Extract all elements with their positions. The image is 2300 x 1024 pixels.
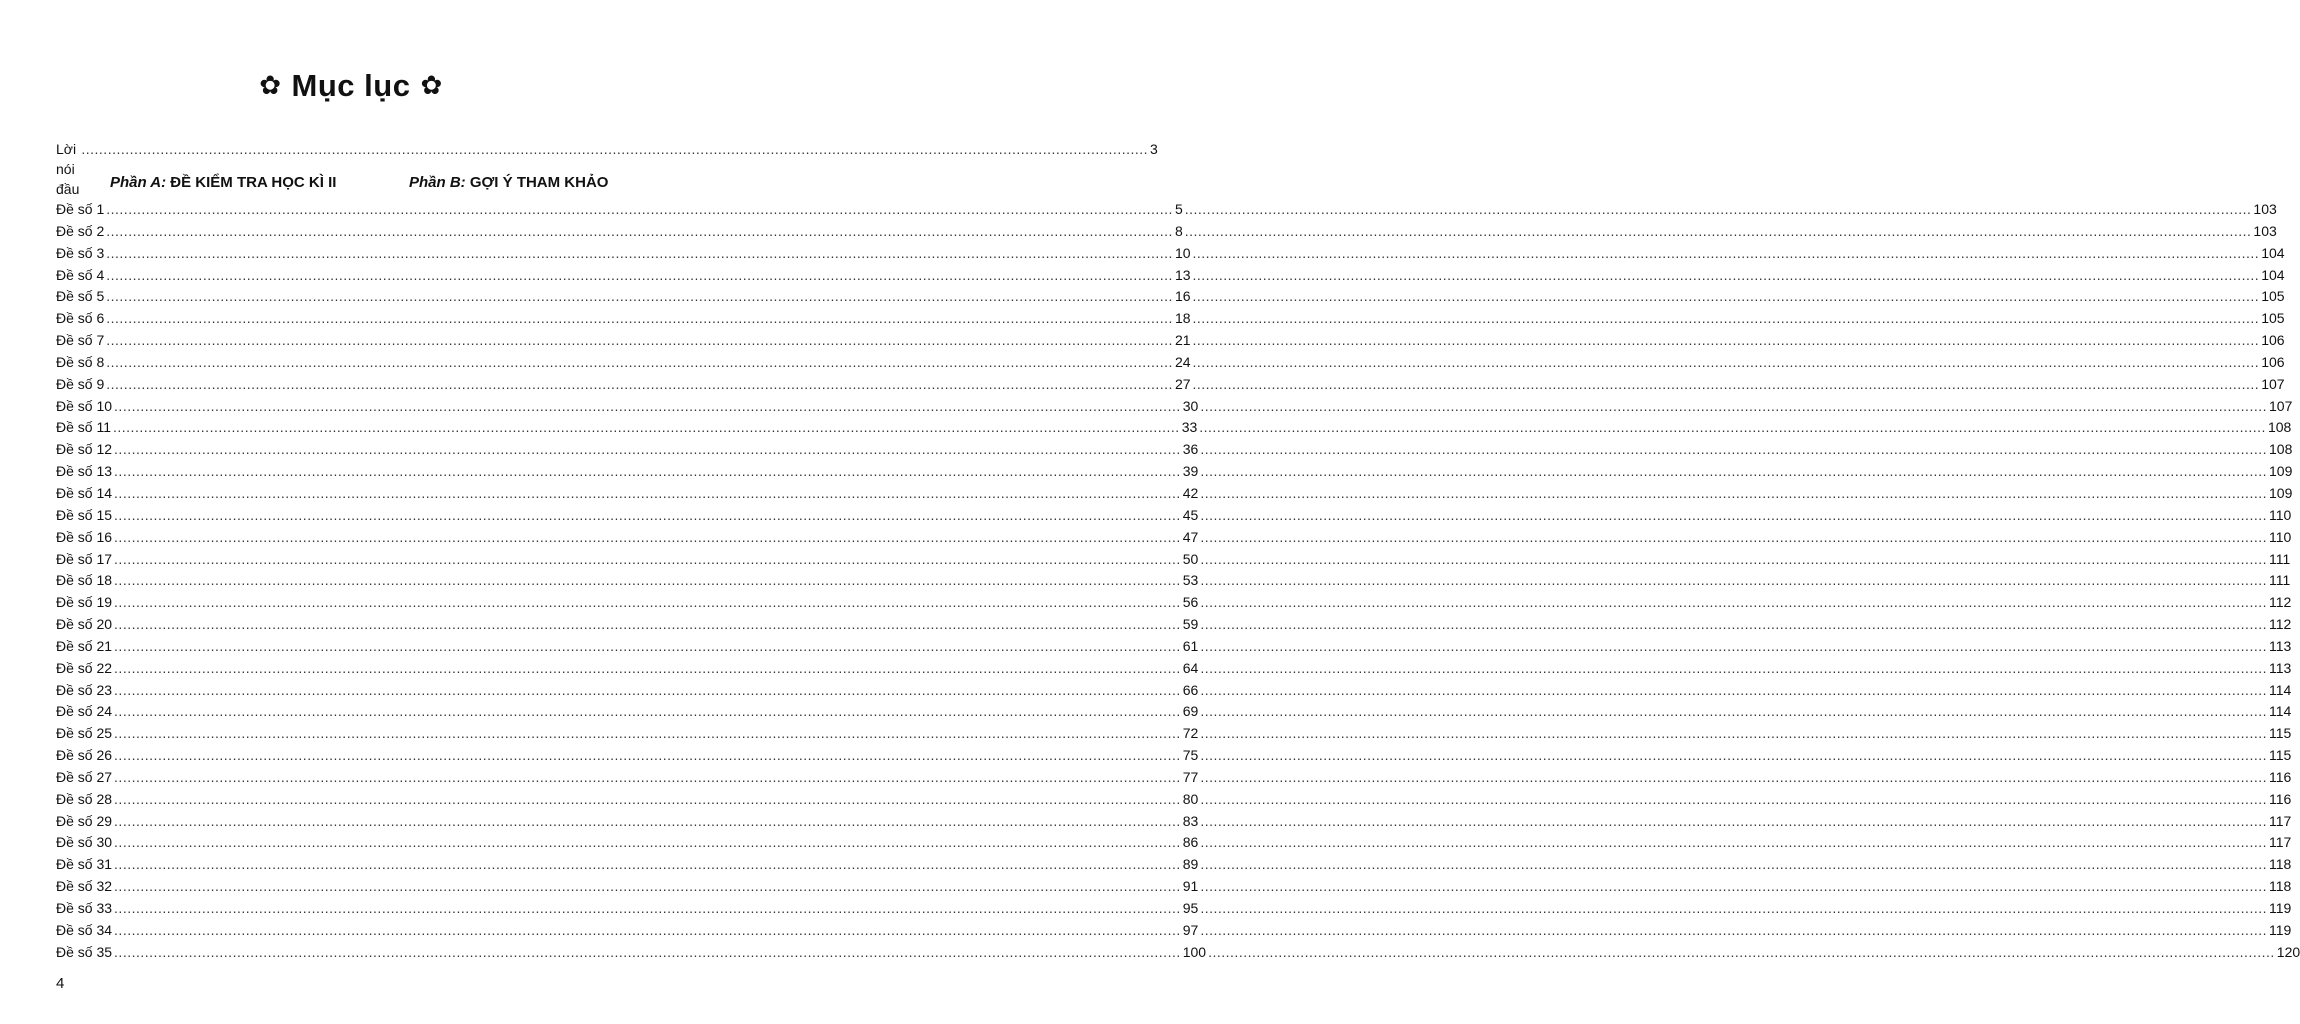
dot-leader xyxy=(106,374,1173,396)
dot-leader xyxy=(1200,723,2267,745)
dot-leader xyxy=(1200,592,2267,614)
entry-label: Đề số 15 xyxy=(56,506,113,523)
toc-row xyxy=(56,876,2292,898)
dot-leader xyxy=(1193,308,2260,330)
toc-row xyxy=(56,527,2292,549)
entry-label: Đề số 16 xyxy=(56,528,113,545)
toc-row xyxy=(56,832,2292,854)
entry-page-b: 110 xyxy=(2269,528,2292,545)
toc-row xyxy=(56,286,2285,308)
entry-page-b: 117 xyxy=(2269,812,2292,829)
entry-page-b: 115 xyxy=(2269,747,2292,764)
entry-label: Đề số 33 xyxy=(56,900,113,916)
toc-row xyxy=(56,221,2277,243)
entry-page-a: 36 xyxy=(1182,441,1199,458)
dot-leader xyxy=(114,832,1181,854)
entry-label: Đề số 4 xyxy=(56,266,105,283)
preface-page: 3 xyxy=(1150,141,1158,157)
toc-row xyxy=(56,942,2300,964)
entry-page-b: 112 xyxy=(2269,616,2292,633)
dot-leader xyxy=(1200,461,2267,483)
toc-row xyxy=(56,745,2292,767)
entry-page-b: 119 xyxy=(2269,900,2292,916)
toc-row xyxy=(56,570,2291,592)
entry-page-a: 86 xyxy=(1182,834,1199,851)
entry-page-b: 116 xyxy=(2269,790,2292,807)
toc-row xyxy=(56,330,2285,352)
dot-leader xyxy=(114,745,1181,767)
dot-leader xyxy=(106,199,1173,221)
dot-leader xyxy=(114,854,1181,876)
entry-page-a: 61 xyxy=(1182,637,1199,654)
dot-leader xyxy=(1200,636,2267,658)
dot-leader xyxy=(114,723,1181,745)
dot-leader xyxy=(1200,439,2267,461)
dot-leader xyxy=(114,701,1181,723)
entry-page-b: 106 xyxy=(2261,332,2285,349)
section-a-header xyxy=(110,174,336,191)
dot-leader xyxy=(114,396,1181,418)
dot-leader xyxy=(1208,942,2275,964)
toc-row xyxy=(56,483,2293,505)
entry-page-a: 50 xyxy=(1182,550,1199,567)
entry-page-b: 114 xyxy=(2269,703,2292,720)
dot-leader xyxy=(1200,396,2267,418)
toc-row xyxy=(56,680,2292,702)
entry-page-b: 113 xyxy=(2269,659,2292,676)
entry-label: Đề số 14 xyxy=(56,484,113,501)
entry-page-a: 66 xyxy=(1182,681,1199,698)
dot-leader xyxy=(1185,199,2252,221)
toc-row xyxy=(56,898,2292,920)
entry-label: Đề số 13 xyxy=(56,463,113,480)
dot-leader xyxy=(114,549,1181,571)
dot-leader xyxy=(114,767,1181,789)
entry-label: Đề số 17 xyxy=(56,550,113,567)
entry-page-a: 83 xyxy=(1182,812,1199,829)
dot-leader xyxy=(1193,330,2260,352)
dot-leader xyxy=(1193,243,2260,265)
dot-leader xyxy=(114,920,1181,942)
entry-label: Đề số 2 xyxy=(56,222,105,239)
entry-page-a: 30 xyxy=(1182,397,1199,414)
toc-row xyxy=(56,505,2292,527)
entry-page-b: 116 xyxy=(2269,768,2292,785)
entry-page-a: 24 xyxy=(1174,353,1191,370)
dot-leader xyxy=(114,570,1181,592)
entry-label: Đề số 27 xyxy=(56,768,113,785)
entry-page-b: 109 xyxy=(2269,463,2293,480)
entry-label: Đề số 12 xyxy=(56,441,113,458)
dot-leader xyxy=(1193,352,2260,374)
entry-label: Đề số 22 xyxy=(56,659,113,676)
section-b-title: GỢI Ý THAM KHẢO xyxy=(469,174,609,191)
entry-page-b: 112 xyxy=(2269,594,2292,611)
entry-label: Đề số 5 xyxy=(56,288,105,305)
entry-page-a: 39 xyxy=(1182,463,1199,480)
dot-leader xyxy=(1200,832,2267,854)
entry-label: Đề số 20 xyxy=(56,616,113,633)
dot-leader xyxy=(1200,505,2267,527)
entry-label: Đề số 23 xyxy=(56,681,113,698)
toc-row xyxy=(56,374,2285,396)
toc-row xyxy=(56,417,2292,439)
entry-label: Đề số 10 xyxy=(56,397,113,414)
dot-leader xyxy=(1200,920,2267,942)
entry-page-a: 45 xyxy=(1182,506,1199,523)
toc-row xyxy=(56,461,2293,483)
toc-row xyxy=(56,243,2285,265)
entry-label: Đề số 32 xyxy=(56,878,113,895)
entry-page-a: 8 xyxy=(1174,222,1183,239)
entry-label: Đề số 24 xyxy=(56,703,113,720)
entry-page-b: 114 xyxy=(2269,681,2292,698)
entry-page-a: 42 xyxy=(1182,484,1199,501)
dot-leader xyxy=(1200,898,2267,920)
entry-page-a: 91 xyxy=(1182,878,1199,895)
title-text: Mục lục xyxy=(291,68,411,103)
entry-label: Đề số 11 xyxy=(56,419,111,436)
toc-row xyxy=(56,701,2292,723)
entry-page-b: 103 xyxy=(2253,222,2277,239)
entry-label: Đề số 34 xyxy=(56,921,113,938)
page-number: 4 xyxy=(56,975,65,992)
dot-leader xyxy=(1200,549,2267,571)
section-b-prefix: Phần B: xyxy=(409,174,466,191)
entry-page-a: 27 xyxy=(1174,375,1191,392)
dot-leader xyxy=(106,330,1173,352)
entry-label: Đề số 9 xyxy=(56,375,105,392)
entry-page-a: 75 xyxy=(1182,747,1199,764)
entry-label: Đề số 6 xyxy=(56,310,105,327)
entry-page-b: 108 xyxy=(2267,419,2292,436)
toc-row xyxy=(56,199,2277,221)
entry-page-a: 56 xyxy=(1182,594,1199,611)
dot-leader xyxy=(106,243,1173,265)
entry-page-b: 108 xyxy=(2269,441,2293,458)
flower-icon: ✿ xyxy=(420,70,443,100)
entry-page-b: 104 xyxy=(2261,244,2285,261)
entry-page-a: 16 xyxy=(1174,288,1191,305)
entry-label: Đề số 8 xyxy=(56,353,105,370)
toc-row xyxy=(56,265,2285,287)
toc-row xyxy=(56,352,2285,374)
entry-label: Đề số 3 xyxy=(56,244,105,261)
dot-leader xyxy=(1199,417,2266,439)
entry-page-b: 118 xyxy=(2269,856,2292,873)
entry-label: Đề số 29 xyxy=(56,812,113,829)
toc-row xyxy=(56,658,2292,680)
entry-label: Đề số 7 xyxy=(56,332,105,349)
dot-leader xyxy=(114,658,1181,680)
entry-label: Đề số 31 xyxy=(56,856,113,873)
dot-leader xyxy=(114,942,1181,964)
dot-leader xyxy=(106,308,1173,330)
toc-row xyxy=(56,723,2292,745)
entry-label: Đề số 35 xyxy=(56,943,113,960)
dot-leader xyxy=(114,876,1181,898)
entry-page-b: 105 xyxy=(2261,310,2285,327)
dot-leader xyxy=(114,898,1181,920)
dot-leader xyxy=(81,139,1148,159)
entry-page-a: 100 xyxy=(1182,943,1207,960)
dot-leader xyxy=(1200,876,2267,898)
dot-leader xyxy=(1200,570,2267,592)
entry-label: Đề số 26 xyxy=(56,747,113,764)
entry-page-b: 107 xyxy=(2261,375,2285,392)
entry-page-b: 109 xyxy=(2269,484,2293,501)
toc-row xyxy=(56,614,2292,636)
dot-leader xyxy=(1200,745,2267,767)
entry-page-a: 97 xyxy=(1182,921,1199,938)
dot-leader xyxy=(106,286,1173,308)
dot-leader xyxy=(1200,701,2267,723)
flower-icon: ✿ xyxy=(259,70,282,100)
dot-leader xyxy=(1200,811,2267,833)
dot-leader xyxy=(1200,483,2267,505)
entry-label: Đề số 21 xyxy=(56,637,113,654)
dot-leader xyxy=(114,680,1181,702)
toc-row xyxy=(56,636,2292,658)
toc-row xyxy=(56,789,2292,811)
entry-page-a: 69 xyxy=(1182,703,1199,720)
dot-leader xyxy=(114,636,1181,658)
entry-page-b: 120 xyxy=(2276,943,2300,960)
entry-label: Đề số 30 xyxy=(56,834,113,851)
toc-row xyxy=(56,767,2292,789)
dot-leader xyxy=(1200,658,2267,680)
entry-page-b: 110 xyxy=(2269,506,2292,523)
dot-leader xyxy=(1193,286,2260,308)
entry-page-b: 119 xyxy=(2269,921,2292,938)
dot-leader xyxy=(1185,221,2252,243)
entry-page-b: 113 xyxy=(2269,637,2292,654)
toc-row xyxy=(56,439,2293,461)
toc-row xyxy=(56,811,2292,833)
entry-page-a: 53 xyxy=(1182,572,1199,589)
dot-leader xyxy=(114,527,1181,549)
entry-page-a: 13 xyxy=(1174,266,1191,283)
entry-page-a: 5 xyxy=(1174,201,1183,217)
dot-leader xyxy=(1200,680,2267,702)
entry-page-b: 117 xyxy=(2269,834,2292,851)
dot-leader xyxy=(1193,265,2260,287)
entry-page-a: 80 xyxy=(1182,790,1199,807)
dot-leader xyxy=(1200,527,2267,549)
entry-page-a: 33 xyxy=(1181,419,1198,436)
entry-page-a: 18 xyxy=(1174,310,1191,327)
toc-row xyxy=(56,920,2292,942)
dot-leader xyxy=(1200,767,2267,789)
toc-row xyxy=(56,854,2292,876)
entry-page-a: 10 xyxy=(1174,244,1191,261)
entry-page-a: 64 xyxy=(1182,659,1199,676)
entry-page-a: 47 xyxy=(1182,528,1199,545)
dot-leader xyxy=(114,483,1181,505)
entry-label: Đề số 1 xyxy=(56,201,105,217)
dot-leader xyxy=(114,811,1181,833)
entry-label: Đề số 18 xyxy=(56,572,113,589)
dot-leader xyxy=(114,789,1181,811)
dot-leader xyxy=(106,221,1173,243)
entry-label: Đề số 28 xyxy=(56,790,113,807)
dot-leader xyxy=(114,505,1181,527)
toc-entries xyxy=(56,199,2300,964)
entry-page-b: 111 xyxy=(2269,572,2291,589)
entry-page-a: 77 xyxy=(1182,768,1199,785)
entry-page-a: 21 xyxy=(1174,332,1191,349)
entry-page-b: 105 xyxy=(2261,288,2285,305)
entry-label: Đề số 19 xyxy=(56,594,113,611)
section-a-prefix: Phần A: xyxy=(110,174,167,191)
dot-leader xyxy=(1200,789,2267,811)
entry-label: Đề số 25 xyxy=(56,725,113,742)
entry-page-a: 95 xyxy=(1182,900,1199,916)
preface-label: Lời nói đầu xyxy=(56,141,80,197)
dot-leader xyxy=(114,614,1181,636)
dot-leader xyxy=(113,417,1180,439)
dot-leader xyxy=(106,352,1173,374)
dot-leader xyxy=(114,592,1181,614)
entry-page-b: 118 xyxy=(2269,878,2292,895)
section-a-title: ĐỀ KIỂM TRA HỌC KÌ II xyxy=(170,174,337,191)
dot-leader xyxy=(114,439,1181,461)
entry-page-b: 104 xyxy=(2261,266,2285,283)
section-b-header xyxy=(409,174,608,191)
toc-row xyxy=(56,308,2285,330)
toc-row xyxy=(56,549,2291,571)
entry-page-b: 103 xyxy=(2253,201,2277,217)
dot-leader xyxy=(1200,614,2267,636)
entry-page-a: 59 xyxy=(1182,616,1199,633)
entry-page-b: 115 xyxy=(2269,725,2292,742)
section-headers xyxy=(0,174,702,198)
toc-row xyxy=(56,592,2292,614)
dot-leader xyxy=(1193,374,2260,396)
entry-page-b: 111 xyxy=(2269,550,2291,567)
entry-page-a: 89 xyxy=(1182,856,1199,873)
entry-page-a: 72 xyxy=(1182,725,1199,742)
entry-page-b: 107 xyxy=(2269,397,2293,414)
dot-leader xyxy=(1200,854,2267,876)
entry-page-b: 106 xyxy=(2261,353,2285,370)
dot-leader xyxy=(114,461,1181,483)
toc-row xyxy=(56,396,2293,418)
dot-leader xyxy=(106,265,1173,287)
page-title xyxy=(0,68,702,104)
